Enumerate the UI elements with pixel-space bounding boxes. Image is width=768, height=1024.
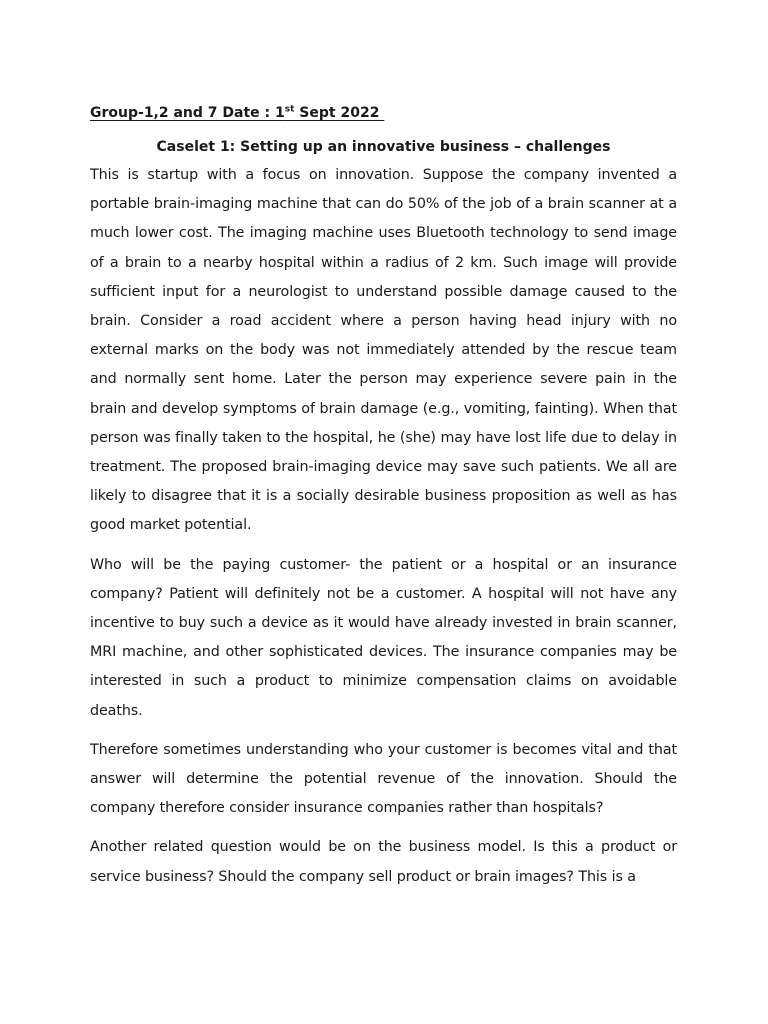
header-superscript: st: [284, 104, 295, 115]
paragraph-business-model: Another related question would be on the business model. Is this a product or service business? Should the company sell product or brain images? This is a: [90, 839, 677, 885]
caselet-title: Caselet 1: Setting up an innovative business – challenges: [156, 139, 611, 155]
header-underlined-text: [90, 105, 384, 121]
header-suffix: Sept 2022: [294, 105, 380, 121]
group-date-header: [90, 103, 677, 123]
paragraph-intro: This is startup with a focus on innovation. Suppose the company invented a portable brain-imaging machine that can do 50% of the job of a brain scanner at a much lower cost. The imaging machine uses Bluetooth technology to send image of a brain to a nearby hospital within a radius of 2 km. Such image will provide sufficient input for a neurologist to understand possible damage caused to the brain. Consider a road accident where a person having head injury with no external marks on the body was not immediately attended by the rescue team and normally sent home. Later the person may experience severe pain in the brain and develop symptoms of brain damage (e.g., vomiting, fainting). When that person was finally taken to the hospital, he (she) may have lost life due to delay in treatment. The proposed brain-imaging device may save such patients. We all are likely to disagree that it is a socially desirable business proposition as well as has good market potential.: [90, 167, 677, 534]
header-prefix: Group-1,2 and 7 Date : 1: [90, 105, 285, 121]
paragraph-understanding-customer: Therefore sometimes understanding who your customer is becomes vital and that answer will determine the potential revenue of the innovation. Should the company therefore consider insurance companies rather than hospitals?: [90, 741, 677, 817]
document-page: [90, 103, 677, 902]
paragraph-paying-customer: Who will be the paying customer- the patient or a hospital or an insurance company? Patient will definitely not be a customer. A hospital will not have any incentive to buy such a device as it would have already invested in brain scanner, MRI machine, and other sophisticated devices. The insurance companies may be interested in such a product to minimize compensation claims on avoidable deaths.: [90, 556, 677, 719]
